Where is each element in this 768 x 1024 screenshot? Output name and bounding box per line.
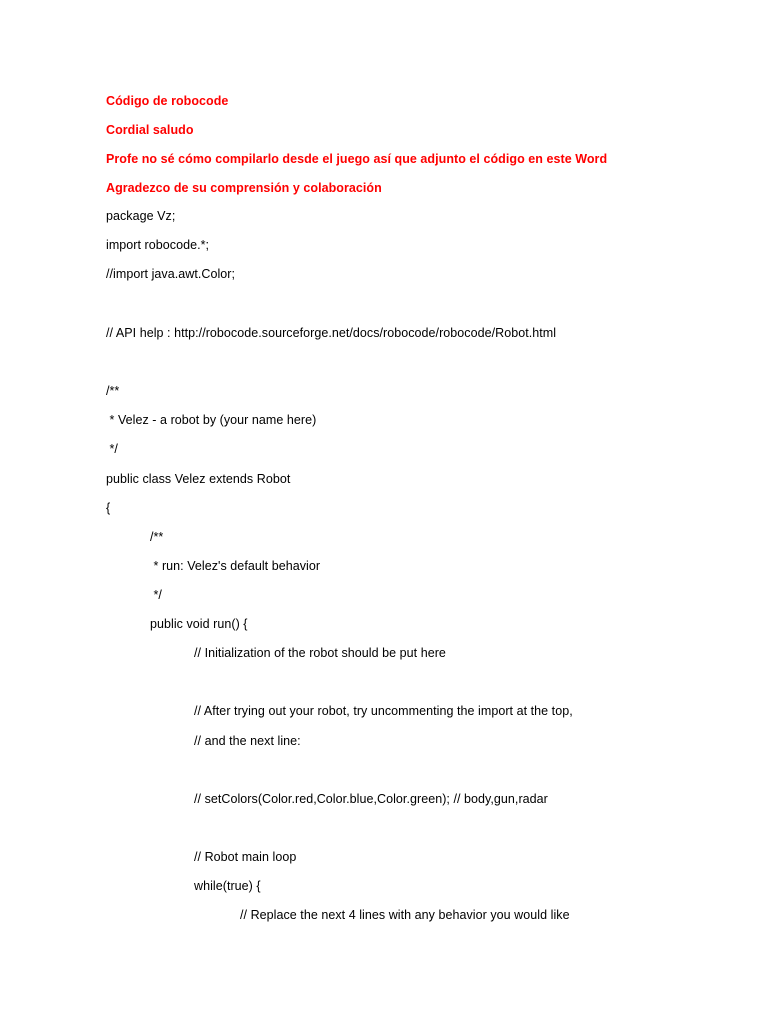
code-line: */ [106,442,118,456]
code-line: /** [150,530,164,544]
greeting-line: Cordial saludo [106,123,194,137]
code-line: // Replace the next 4 lines with any behavior you would like [240,908,570,922]
code-line: /** [106,384,120,398]
code-line: public class Velez extends Robot [106,472,291,486]
code-line: // Initialization of the robot should be put here [194,646,446,660]
code-line: import robocode.*; [106,238,210,252]
code-line: * Velez - a robot by (your name here) [106,413,317,427]
code-line: */ [150,588,162,602]
code-line: { [106,501,111,515]
thanks-line: Agradezco de su comprensión y colaboración [106,181,382,195]
code-line: // and the next line: [194,734,301,748]
code-line: // Robot main loop [194,850,297,864]
code-line: // setColors(Color.red,Color.blue,Color.green); // body,gun,radar [194,792,548,806]
code-line: //import java.awt.Color; [106,267,236,281]
code-line: * run: Velez's default behavior [150,559,321,573]
code-line: package Vz; [106,209,176,223]
code-line: // API help : http://robocode.sourceforge.net/docs/robocode/robocode/Robot.html [106,326,557,340]
code-line: // After trying out your robot, try uncommenting the import at the top, [194,704,573,718]
document-title: Código de robocode [106,94,229,108]
code-line: public void run() { [150,617,248,631]
code-line: while(true) { [194,879,261,893]
note-line: Profe no sé cómo compilarlo desde el juego así que adjunto el código en este Word [106,152,608,166]
